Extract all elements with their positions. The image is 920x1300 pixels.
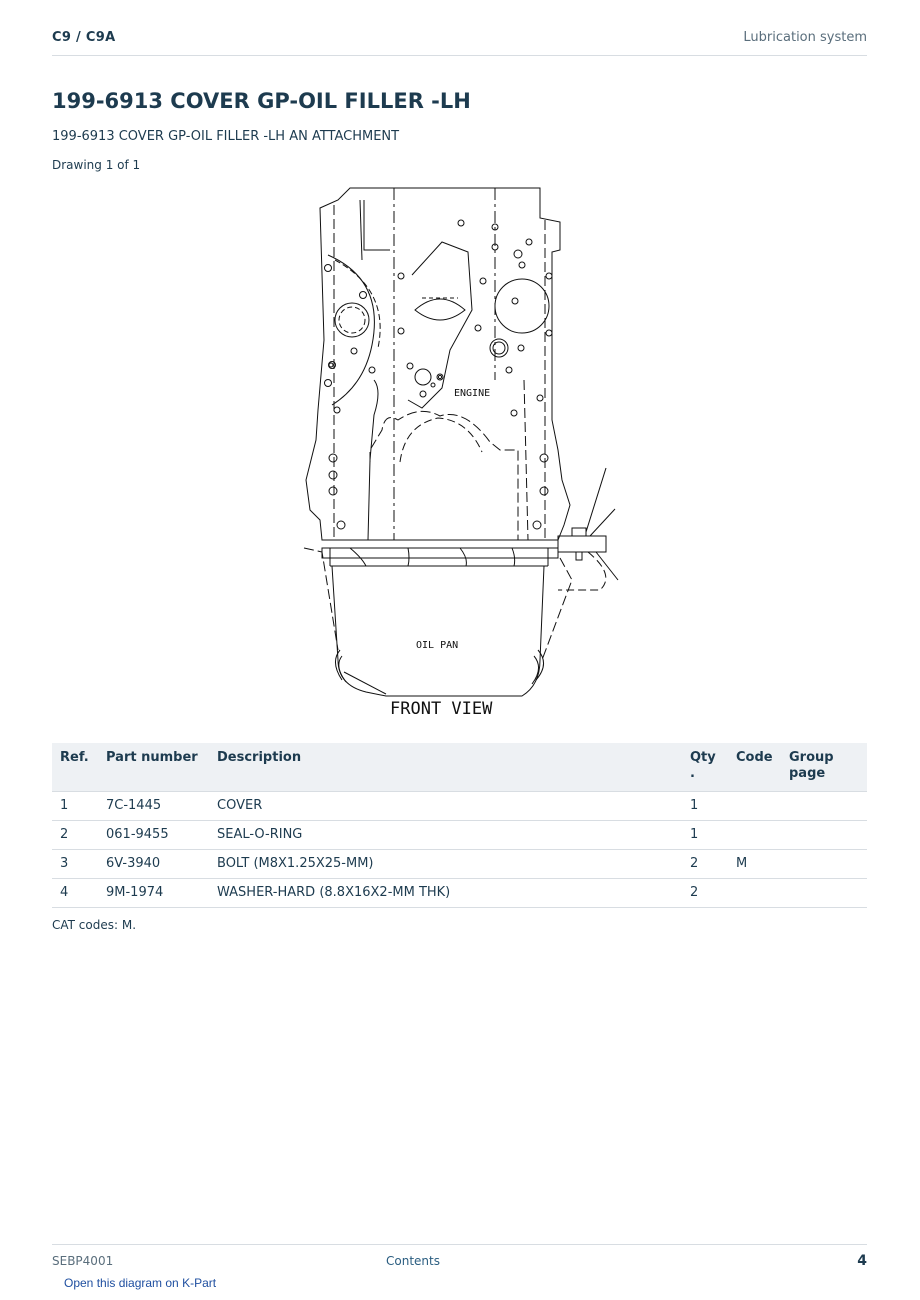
oil-pan-outline — [332, 566, 544, 696]
kpart-diagram-link[interactable]: Open this diagram on K-Part — [64, 1276, 217, 1290]
oil-pan-label: OIL PAN — [416, 640, 459, 651]
table-row — [52, 879, 867, 908]
row-code — [728, 821, 781, 850]
table-header-row — [52, 743, 867, 792]
row-code: M — [728, 850, 781, 879]
row-qty: 2 — [682, 850, 728, 879]
page-header — [52, 28, 867, 56]
page-number: 4 — [857, 1253, 867, 1269]
oil-filler-cover — [558, 536, 606, 552]
col-header-group-page: Group page — [781, 743, 867, 792]
parts-diagram — [290, 180, 630, 720]
row-ref: 1 — [52, 792, 98, 821]
row-code — [728, 792, 781, 821]
page-subtitle: 199-6913 COVER GP-OIL FILLER -LH AN ATTACHMENT — [52, 129, 400, 144]
model-label: C9 / C9A — [52, 30, 116, 45]
parts-table — [52, 743, 867, 908]
col-header-ref: Ref. — [52, 743, 98, 792]
col-header-part-number: Part number — [98, 743, 209, 792]
row-group-page — [781, 879, 867, 908]
contents-link[interactable]: Contents — [386, 1254, 440, 1268]
engine-block-outline — [306, 188, 570, 540]
row-description: WASHER-HARD (8.8X16X2-MM THK) — [209, 879, 682, 908]
page-title: 199-6913 COVER GP-OIL FILLER -LH — [52, 89, 471, 113]
document-id: SEBP4001 — [52, 1254, 114, 1268]
row-group-page — [781, 792, 867, 821]
row-part-number: 9M-1974 — [98, 879, 209, 908]
row-part-number: 6V-3940 — [98, 850, 209, 879]
row-qty: 1 — [682, 792, 728, 821]
engine-front-view-drawing — [290, 180, 630, 720]
row-ref: 3 — [52, 850, 98, 879]
row-description: COVER — [209, 792, 682, 821]
leader-line-2 — [590, 509, 615, 536]
row-description: SEAL-O-RING — [209, 821, 682, 850]
row-group-page — [781, 850, 867, 879]
engine-label: ENGINE — [454, 388, 491, 399]
row-part-number: 061-9455 — [98, 821, 209, 850]
drawing-count-label: Drawing 1 of 1 — [52, 158, 141, 172]
table-row — [52, 850, 867, 879]
row-ref: 4 — [52, 879, 98, 908]
row-description: BOLT (M8X1.25X25-MM) — [209, 850, 682, 879]
front-view-label: FRONT VIEW — [390, 699, 493, 719]
leader-line-3 — [596, 552, 618, 580]
cat-codes-note: CAT codes: M. — [52, 918, 137, 932]
row-qty: 2 — [682, 879, 728, 908]
col-header-description: Description — [209, 743, 682, 792]
page-footer — [52, 1244, 867, 1275]
table-row — [52, 821, 867, 850]
section-label: Lubrication system — [743, 30, 867, 45]
row-qty: 1 — [682, 821, 728, 850]
row-code — [728, 879, 781, 908]
col-header-code: Code — [728, 743, 781, 792]
row-part-number: 7C-1445 — [98, 792, 209, 821]
col-header-qty: Qty . — [682, 743, 728, 792]
row-ref: 2 — [52, 821, 98, 850]
row-group-page — [781, 821, 867, 850]
table-row — [52, 792, 867, 821]
